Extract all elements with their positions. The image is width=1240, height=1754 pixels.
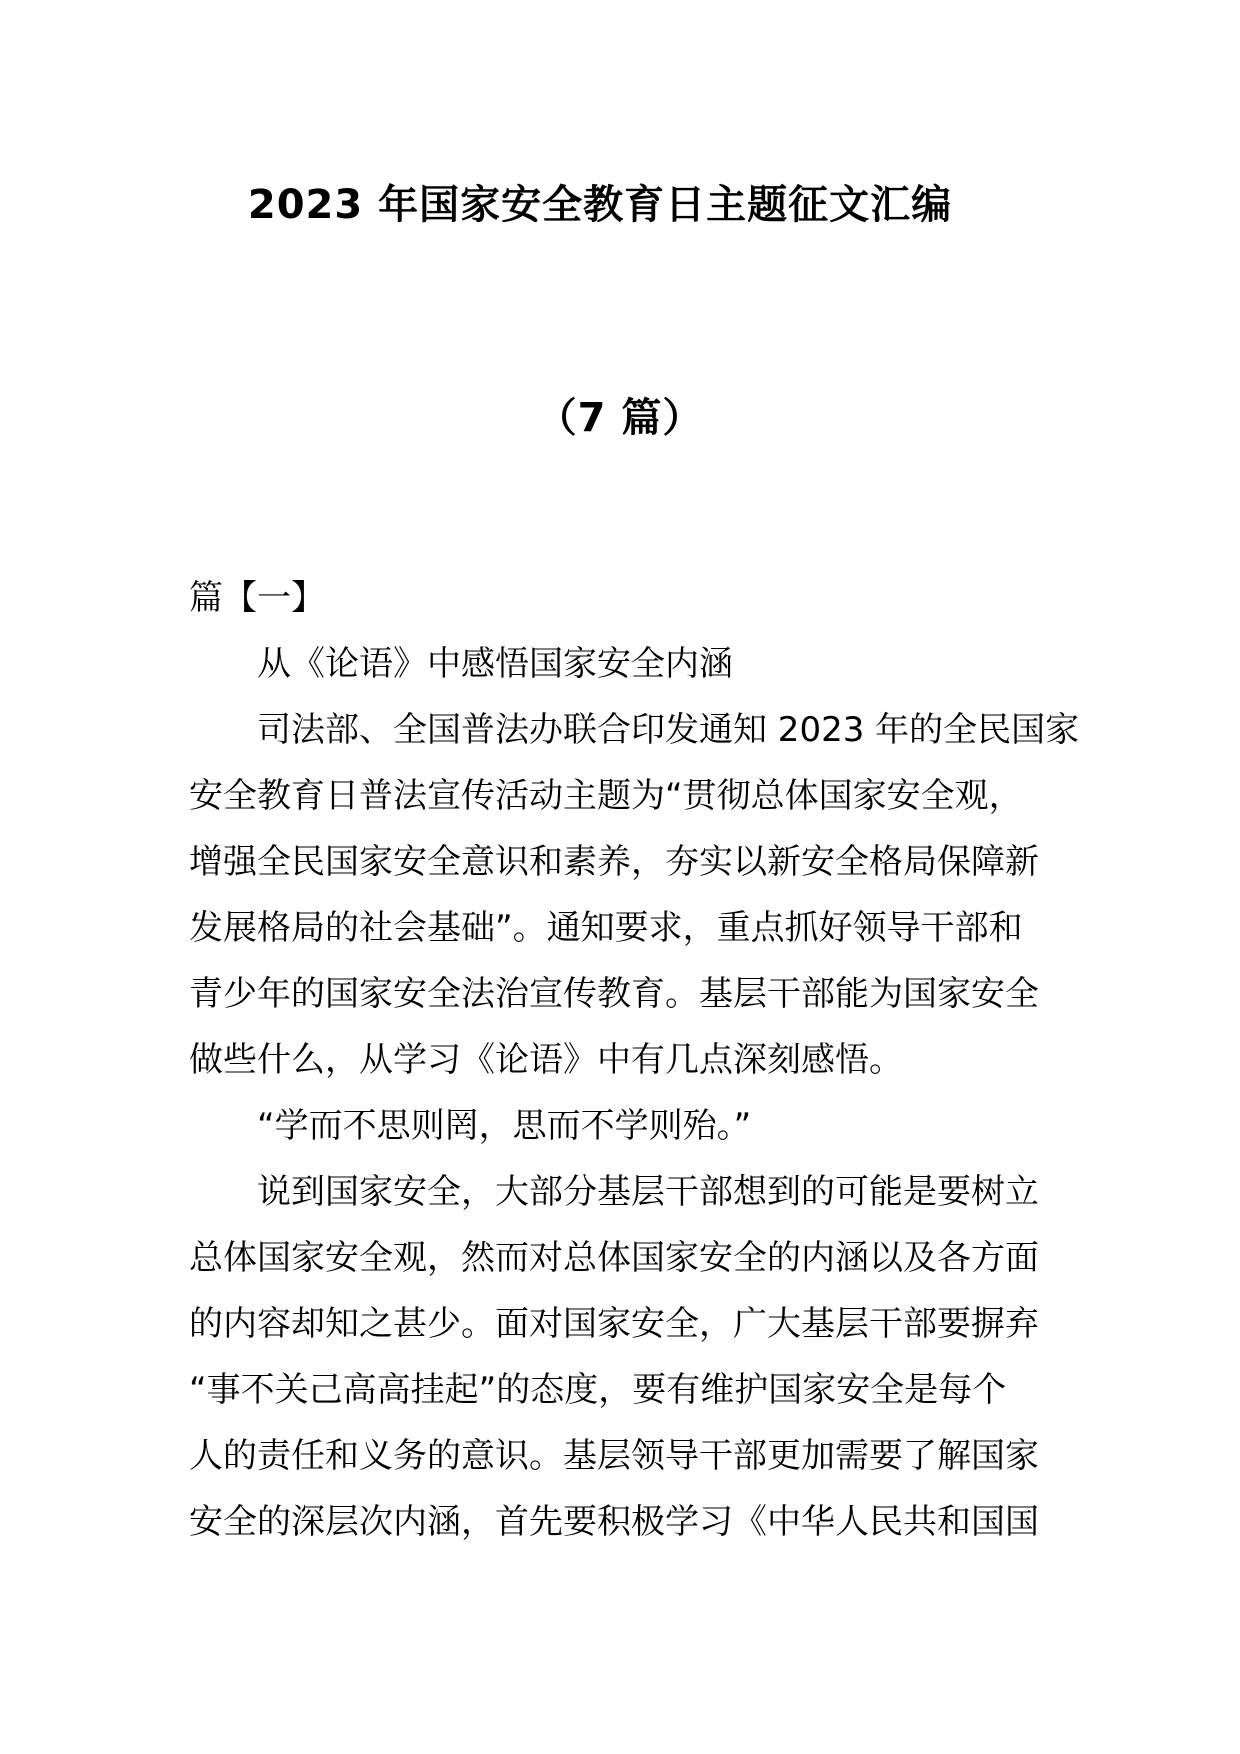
paragraph-1-line: 增强全民国家安全意识和素养，夯实以新安全格局保障新 (189, 842, 1039, 882)
document-title: 2023 年国家安全教育日主题征文汇编 (247, 182, 953, 228)
paragraph-2-line: 说到国家安全，大部分基层干部想到的可能是要树立 (257, 1172, 1039, 1212)
paragraph-2-line: 安全的深层次内涵，首先要积极学习《中华人民共和国国 (189, 1502, 1039, 1542)
paragraph-1-line: 做些什么，从学习《论语》中有几点深刻感悟。 (189, 1040, 903, 1080)
paragraph-2-line: 人的责任和义务的意识。基层领导干部更加需要了解国家 (189, 1436, 1039, 1476)
paragraph-1-line: 司法部、全国普法办联合印发通知 2023 年的全民国家 (257, 710, 1080, 750)
paragraph-2-line: “事不关己高高挂起”的态度，要有维护国家安全是每个 (189, 1370, 1007, 1410)
paragraph-1-line: 发展格局的社会基础”。通知要求，重点抓好领导干部和 (189, 908, 1023, 948)
paragraph-2-line: 总体国家安全观，然而对总体国家安全的内涵以及各方面 (189, 1238, 1039, 1278)
section-label: 篇【一】 (189, 578, 325, 618)
document-body (189, 565, 1080, 1555)
quote-line: “学而不思则罔，思而不学则殆。” (257, 1106, 752, 1146)
paragraph-1-line: 青少年的国家安全法治宣传教育。基层干部能为国家安全 (189, 974, 1039, 1014)
article-title: 从《论语》中感悟国家安全内涵 (257, 644, 733, 684)
paragraph-2-line: 的内容却知之甚少。面对国家安全，广大基层干部要摒弃 (189, 1304, 1039, 1344)
paragraph-1-line: 安全教育日普法宣传活动主题为“贯彻总体国家安全观， (189, 776, 1023, 816)
document-subtitle: （7 篇） (536, 395, 704, 441)
